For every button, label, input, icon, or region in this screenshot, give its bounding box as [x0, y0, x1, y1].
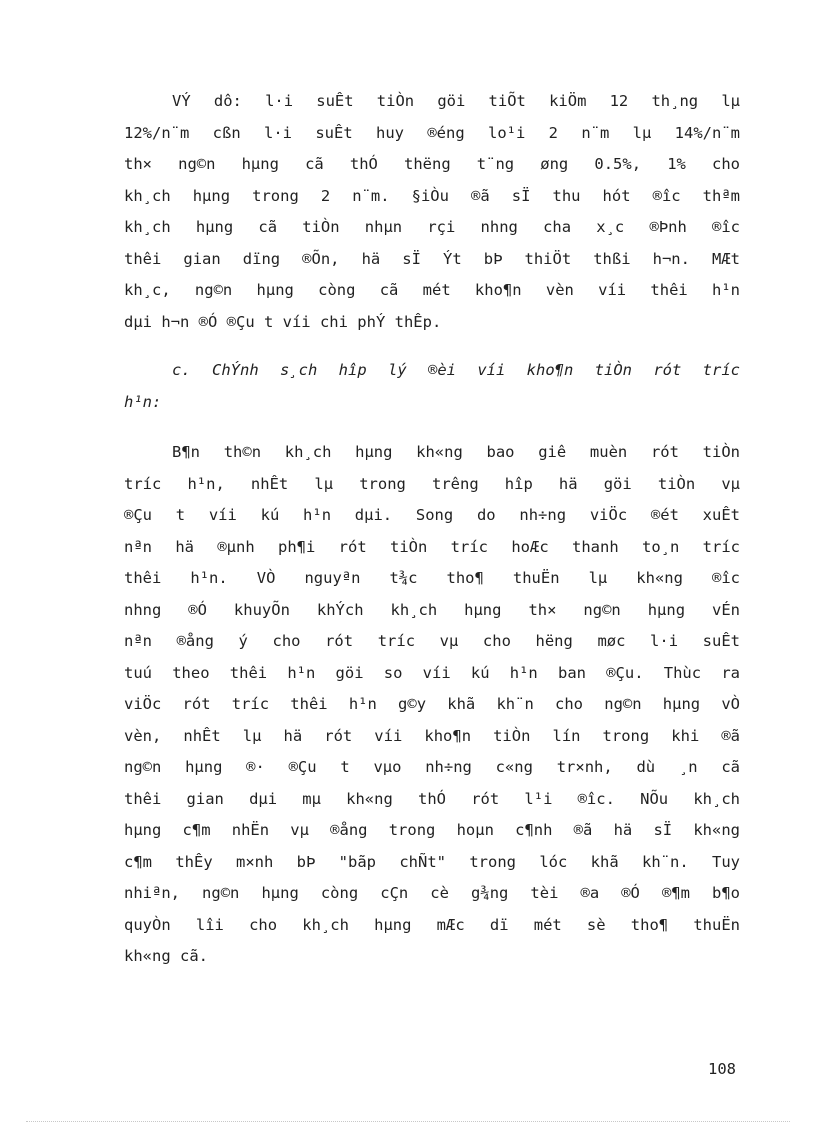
paragraph-line: th× ng©n hµng cã thÓ thëng t¨ng øng 0.5%, 1% cho: [124, 155, 740, 173]
heading-line: c. ChÝnh s¸ch hîp lý ®èi víi kho¶n tiÒn rót tríc: [172, 361, 740, 379]
section-heading: [124, 355, 740, 418]
paragraph-line: ng©n hµng ®· ®Çu t vµo nh÷ng c«ng tr×nh, dù ¸n cã: [124, 758, 740, 776]
paragraph-line: tríc h¹n, nhÊt lµ trong trêng hîp hä göi tiÒn vµ: [124, 474, 740, 493]
page-number: 108: [708, 1060, 736, 1078]
paragraph-line: nhng ®Ó khuyÕn khÝch kh¸ch hµng th× ng©n hµng vÉn: [124, 600, 740, 619]
paragraph-line: quyÒn lîi cho kh¸ch hµng mÆc dï mét sè tho¶ thuËn: [124, 915, 740, 934]
paragraph-line: nhiªn, ng©n hµng còng cÇn cè g¾ng tèi ®a ®Ó ®¶m b¶o: [124, 884, 740, 902]
paragraph-line: thêi gian dµi mµ kh«ng thÓ rót l¹i ®îc. NÕu kh¸ch: [124, 789, 740, 808]
paragraph-line: vèn, nhÊt lµ hä rót víi kho¶n tiÒn lín trong khi ®ã: [124, 726, 740, 745]
paragraph-line: dµi h¬n ®Ó ®Çu t víi chi phÝ thÊp.: [124, 312, 442, 331]
paragraph-line: VÝ dô: l·i suÊt tiÒn göi tiÕt kiÖm 12 th¸ng lµ: [172, 92, 740, 110]
paragraph-line: thêi h¹n. VÒ nguyªn t¾c tho¶ thuËn lµ kh«ng ®îc: [124, 569, 740, 587]
paragraph-line: hµng c¶m nhËn vµ ®ång trong hoµn c¶nh ®ã hä sÏ kh«ng: [124, 821, 740, 839]
paragraph-line: ®Çu t víi kú h¹n dµi. Song do nh÷ng viÖc ®ét xuÊt: [124, 506, 740, 524]
paragraph-line: kh¸ch hµng trong 2 n¨m. §iÒu ®ã sÏ thu hót ®îc thªm: [124, 186, 740, 205]
heading-line: h¹n:: [124, 392, 162, 411]
paragraph-line: nªn hä ®µnh ph¶i rót tiÒn tríc hoÆc thanh to¸n tríc: [124, 537, 740, 556]
paragraph-line: kh¸ch hµng cã tiÒn nhµn rçi nhng cha x¸c ®Þnh ®îc: [124, 218, 740, 236]
paragraph-line: tuú theo thêi h¹n göi so víi kú h¹n ban ®Çu. Thùc ra: [124, 663, 740, 682]
paragraph-line: viÖc rót tríc thêi h¹n g©y khã kh¨n cho ng©n hµng vÒ: [124, 695, 740, 713]
paragraph-line: thêi gian dïng ®Õn, hä sÏ Ýt bÞ thiÖt thßi h¬n. MÆt: [124, 249, 740, 268]
paragraph-line: kh¸c, ng©n hµng còng cã mét kho¶n vèn víi thêi h¹n: [124, 281, 740, 299]
paragraph-line: kh«ng cã.: [124, 947, 208, 965]
body-paragraph: [124, 437, 740, 973]
paragraph-line: 12%/n¨m cßn l·i suÊt huy ®éng lo¹i 2 n¨m lµ 14%/n¨m: [124, 123, 740, 142]
paragraph-line: B¶n th©n kh¸ch hµng kh«ng bao giê muèn rót tiÒn: [172, 443, 740, 461]
paragraph-line: nªn ®ång ý cho rót tríc vµ cho hëng møc l·i suÊt: [124, 632, 740, 650]
paragraph-line: c¶m thÊy m×nh bÞ "bãp chÑt" trong lóc khã kh¨n. Tuy: [124, 852, 740, 871]
page-bottom-divider: [26, 1121, 790, 1122]
example-paragraph: [124, 86, 740, 338]
